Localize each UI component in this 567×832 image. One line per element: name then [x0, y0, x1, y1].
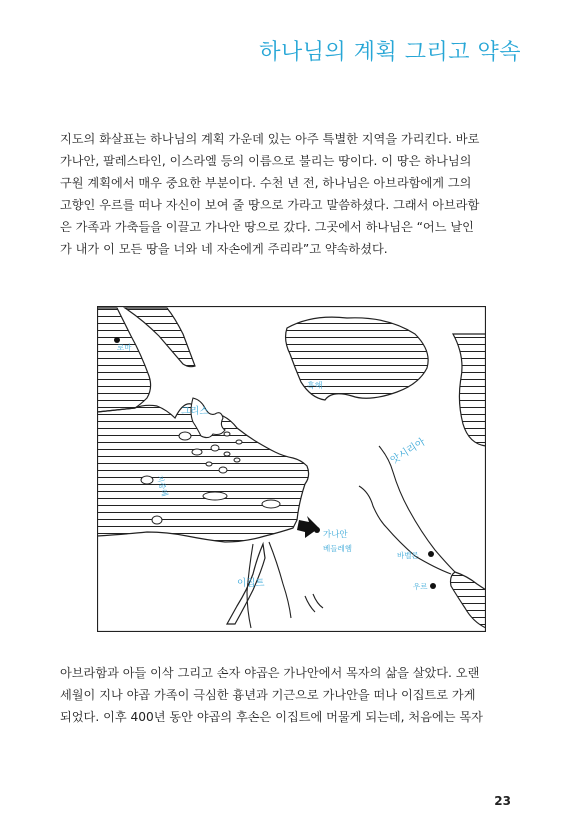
text-line: 되었다. 이후 400년 동안 야곱의 후손은 이집트에 머물게 되는데, 처음에는 목자 [60, 710, 483, 724]
label-ur: 우르 [413, 582, 428, 591]
label-canaan: 가나안 [323, 530, 348, 540]
text-line: 은 가족과 가축들을 이끌고 가나안 땅으로 갔다. 그곳에서 하나님은 “어느 날인 [60, 220, 474, 234]
text-line: 아브라함과 아들 이삭 그리고 손자 야곱은 가나안에서 목자의 삶을 살았다. 오랜 [60, 666, 480, 680]
text-line: 구원 계획에서 매우 중요한 부분이다. 수천 년 전, 하나님은 아브라함에게 그의 [60, 176, 472, 190]
text-line: 고향인 우르를 떠나 자신이 보여 줄 땅으로 가라고 말씀하셨다. 그래서 아브라함 [60, 198, 480, 212]
paragraph-intro [60, 128, 520, 260]
label-bethlehem: 베들레헴 [323, 544, 352, 553]
label-babylon: 바벨론 [397, 551, 419, 560]
label-egypt: 이집트 [237, 578, 265, 589]
text-line: 가나안, 팔레스타인, 이스라엘 등의 이름으로 불리는 땅이다. 이 땅은 하나님의 [60, 154, 472, 168]
label-assyria: 앗시리아 [388, 436, 428, 467]
text-line: 지도의 화살표는 하나님의 계획 가운데 있는 아주 특별한 지역을 가리킨다. 바로 [60, 132, 480, 146]
page-title: 하나님의 계획 그리고 약속 [259, 40, 521, 65]
text-line: 세월이 지나 야곱 가족이 극심한 흉년과 기근으로 가나안을 떠나 이집트로 가게 [60, 688, 476, 702]
label-greece: 그리스 [181, 406, 209, 417]
map-illustration [97, 306, 486, 632]
page-number: 23 [494, 794, 511, 808]
label-black-sea: 흑해 [307, 381, 323, 390]
label-mediterranean: 지중해 [155, 474, 170, 498]
label-rome: 로마 [117, 343, 132, 352]
paragraph-continued [60, 662, 520, 728]
text-line: 가 내가 이 모든 땅을 너와 네 자손에게 주리라”고 약속하셨다. [60, 242, 388, 256]
